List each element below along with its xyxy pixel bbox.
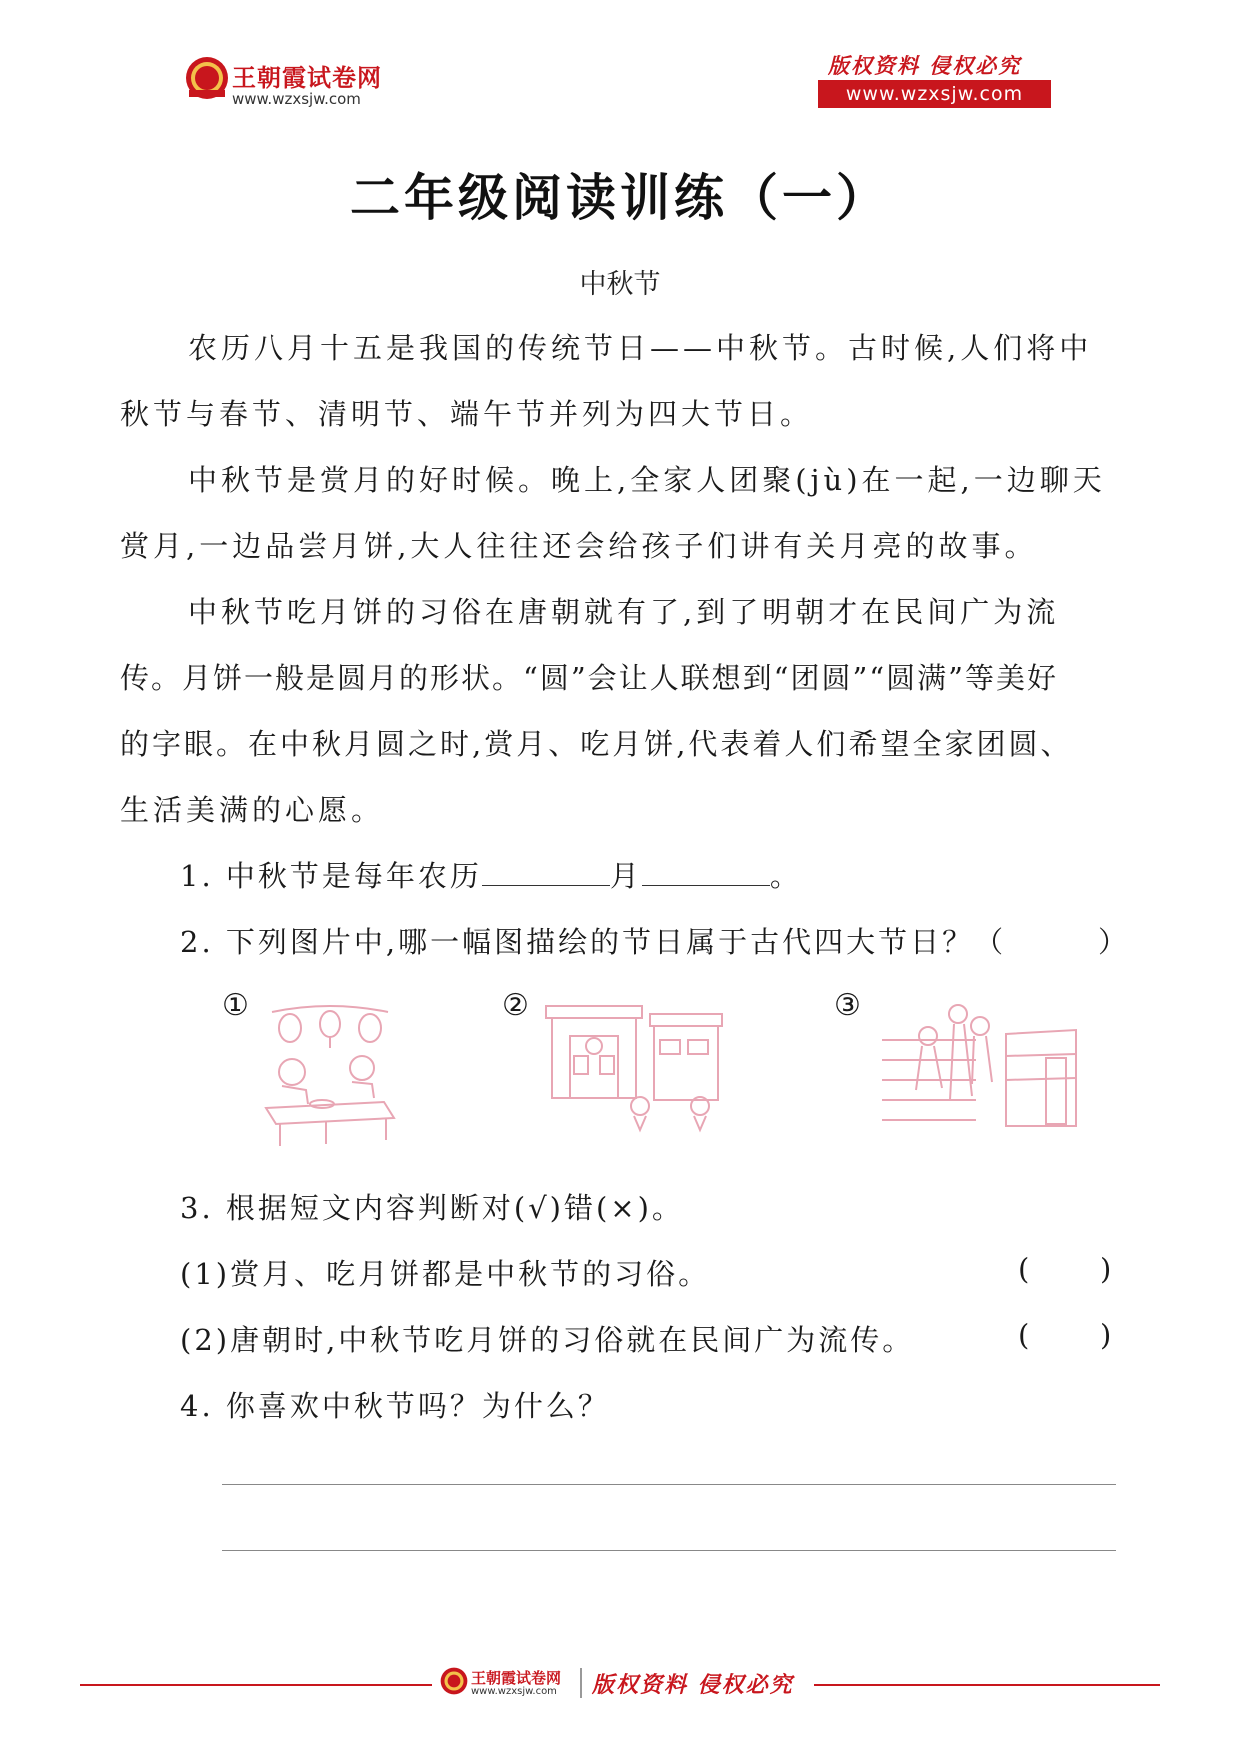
copyright-notice: 版权资料 侵权必究 [828,53,1022,78]
qingming-outing-illustration [876,1000,1080,1130]
q1-middle: 月 [609,859,642,893]
passage-line: 传。月饼一般是圆月的形状。“圆”会让人联想到“团圆”“圆满”等美好 [120,661,1058,695]
q3-item-1-paren-close[interactable]: ) [1100,1252,1112,1286]
q1-day-blank[interactable] [642,857,770,886]
mid-autumn-illustration [262,1000,398,1150]
spring-festival-illustration [540,996,726,1136]
q1-month-blank[interactable] [482,857,610,886]
q3-item-2: (2)唐朝时,中秋节吃月饼的习俗就在民间广为流传。 [180,1323,915,1357]
passage-line: 中秋节吃月饼的习俗在唐朝就有了,到了明朝才在民间广为流 [188,595,1060,629]
q1-text: 1. 中秋节是每年农历 [180,859,482,893]
passage-line: 生活美满的心愿。 [120,793,385,827]
brand-logo-icon [185,56,229,100]
footer-brand-url: www.wzxsjw.com [471,1686,557,1697]
footer-brand-name: 王朝霞试卷网 [471,1669,562,1687]
question-2: 2. 下列图片中,哪一幅图描绘的节日属于古代四大节日？（ [180,925,1007,959]
q3-item-2-paren-close[interactable]: ) [1100,1318,1112,1352]
passage-line: 的字眼。在中秋月圆之时,赏月、吃月饼,代表着人们希望全家团圆、 [120,727,1073,761]
q2-answer-paren[interactable]: ） [1098,925,1128,959]
page-title: 二年级阅读训练（一） [350,169,890,227]
footer-logo-icon [440,1667,468,1695]
question-4: 4. 你喜欢中秋节吗？为什么？ [180,1389,610,1423]
passage-line: 农历八月十五是我国的传统节日——中秋节。古时候,人们将中 [188,331,1093,365]
passage-line: 秋节与春节、清明节、端午节并列为四大节日。 [120,397,814,431]
url-banner: www.wzxsjw.com [818,80,1051,108]
image-label-3: ③ [834,988,861,1023]
q3-item-1: (1)赏月、吃月饼都是中秋节的习俗。 [180,1257,711,1291]
image-label-2: ② [502,988,529,1023]
question-3: 3. 根据短文内容判断对(√)错(×)。 [180,1191,684,1225]
passage-line: 中秋节是赏月的好时候。晚上,全家人团聚(jù)在一起,一边聊天 [188,463,1106,497]
q3-item-1-paren-open[interactable]: ( [1018,1252,1030,1286]
answer-line[interactable] [222,1484,1116,1485]
footer-copyright: 版权资料 侵权必究 [592,1672,794,1698]
passage-line: 赏月,一边品尝月饼,大人往往还会给孩子们讲有关月亮的故事。 [120,529,1038,563]
footer-divider-right [814,1684,1160,1686]
footer-divider-left [80,1684,432,1686]
footer-separator [580,1668,582,1698]
brand-url: www.wzxsjw.com [232,90,361,108]
passage-title: 中秋节 [579,269,661,300]
question-1 [180,854,802,895]
q1-end: 。 [769,859,802,893]
q3-item-2-paren-open[interactable]: ( [1018,1318,1030,1352]
brand-name: 王朝霞试卷网 [232,64,382,92]
image-label-1: ① [222,988,249,1023]
answer-line[interactable] [222,1550,1116,1551]
